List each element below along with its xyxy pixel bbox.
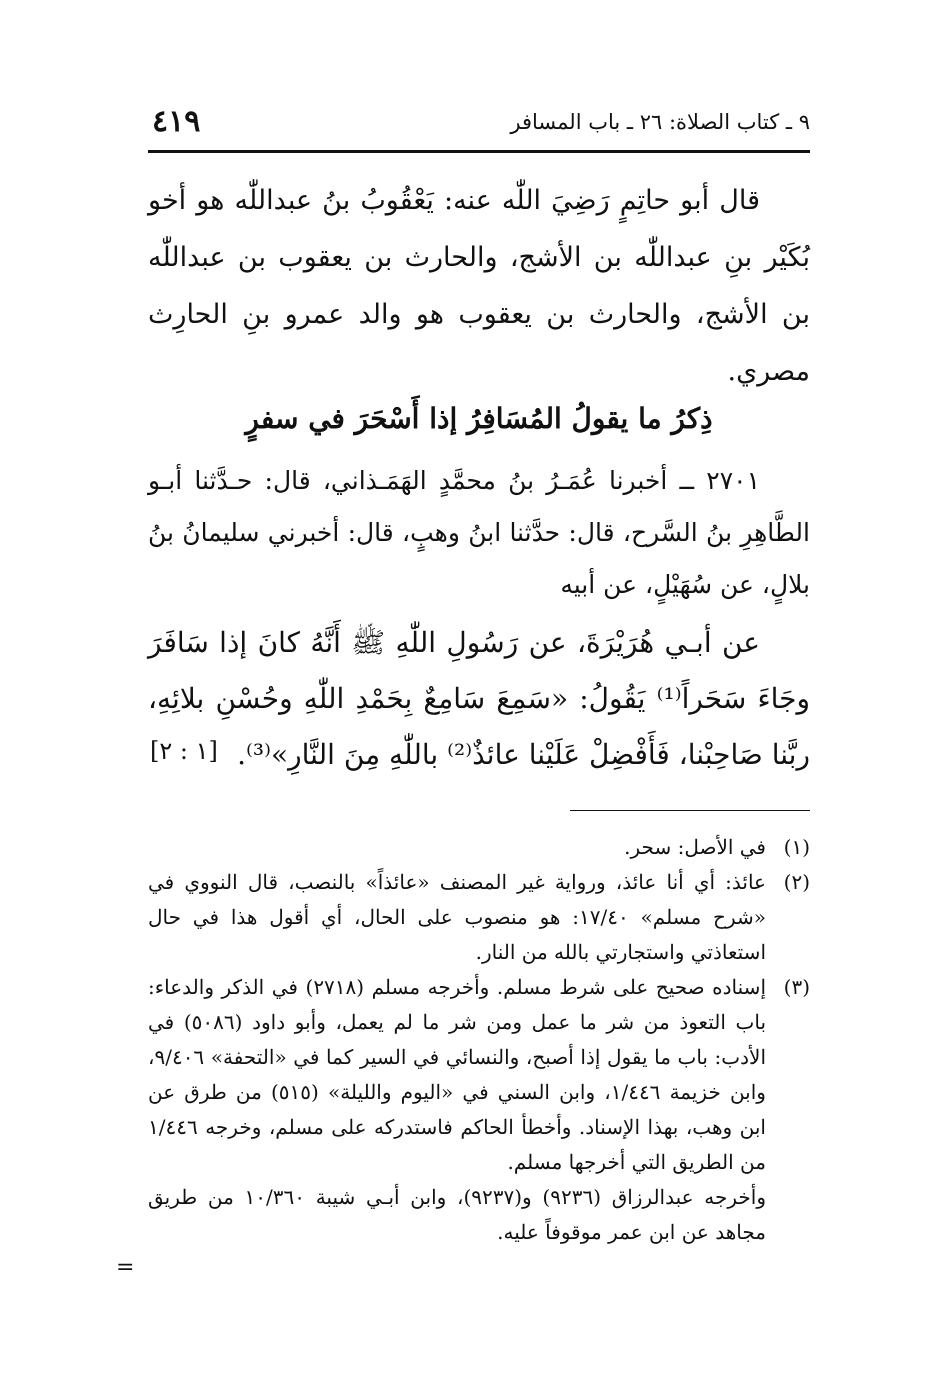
page-number: ٤١٩ [152,104,201,139]
page-header [148,104,810,144]
continuation-mark: = [116,1255,135,1280]
footnotes [148,830,810,1250]
footnote [148,865,810,970]
hadith-isnad: ٢٧٠١ ــ أخبرنا عُمَـرُ بنُ محمَّدٍ الهَمَـذاني، قال: حـدَّثنا أبـو الطَّاهِرِ بنُ السَّرح، قال: حدَّثنا ابنُ وهبٍ، قال: أخبرني سليمانُ بنُ بلالٍ، عن سُهَيْلٍ، عن أبيه [148,466,810,599]
footnote [148,830,810,865]
footnote-number: (١) [783,835,810,859]
footnote-separator [570,810,810,811]
footnote-number: (٢) [783,870,810,894]
footnote-continuation: وأخرجه عبدالرزاق (٩٢٣٦) و(٩٢٣٧)، وابن أبـي شيبة ١٠/٣٦٠ من طريق مجاهد عن ابن عمر موقوفاً عليه. [148,1185,766,1244]
header-rule [148,150,810,153]
footnote-number: (٣) [783,975,810,999]
section-heading: ذِكرُ ما يقولُ المُسَافِرُ إذا أَسْحَرَ في سفرٍ [245,402,713,435]
reference-tag: [١ : ٢] [150,737,218,765]
intro-paragraph: قال أبو حاتِمٍ رَضِيَ اللّٰه عنه: يَعْقُوبُ بنُ عبداللّٰه هو أخو بُكَيْر بنِ عبداللّٰه بن الأشج، والحارث بن يعقوب بن عبداللّٰه بن الأشج، والحارث بن يعقوب هو والد عمرو بنِ الحارِث مصري. [148,185,810,387]
footnote-text: عائذ: أي أنا عائذ، ورواية غير المصنف «عائذاً» بالنصب، قال النووي في «شرح مسلم» ١٧/٤٠: هو منصوب على الحال، أي أقول هذا في حال استعاذتي واستجارتي بالله من النار. [148,870,766,964]
running-title: ٩ ـ كتاب الصلاة: ٢٦ ـ باب المسافر [510,110,810,134]
footnote [148,970,810,1250]
hadith-matn: عن أبـي هُرَيْرَةَ، عن رَسُولِ اللّٰهِ ﷺ أَنَّهُ كانَ إذا سَافَرَ وجَاءَ سَحَراً⁽¹⁾ يَقُولُ: «سَمِعَ سَامِعٌ بِحَمْدِ اللّٰهِ وحُسْنِ بلائِهِ، ربَّنا صَاحِبْنا، فَأَفْضِلْ عَلَيْنا عائذٌ⁽²⁾ باللّٰهِ مِنَ النَّارِ»⁽³⁾. [148,626,810,771]
footnote-text: إسناده صحيح على شرط مسلم. وأخرجه مسلم (٢٧١٨) في الذكر والدعاء: باب التعوذ من شر ما عمل ومن شر ما لم يعمل، وأبو داود (٥٠٨٦) في الأدب: باب ما يقول إذا أصبح، والنسائي في السير كما في «التحفة» ٩/٤٠٦، وابن خزيمة ١/٤٤٦، وابن السني في «اليوم والليلة» (٥١٥) من طرق عن ابن وهب، بهذا الإسناد. وأخطأ الحاكم فاستدركه على مسلم، وخرجه ١/٤٤٦ من الطريق التي أخرجها مسلم. [148,975,767,1174]
footnote-text: في الأصل: سحر. [624,835,766,859]
